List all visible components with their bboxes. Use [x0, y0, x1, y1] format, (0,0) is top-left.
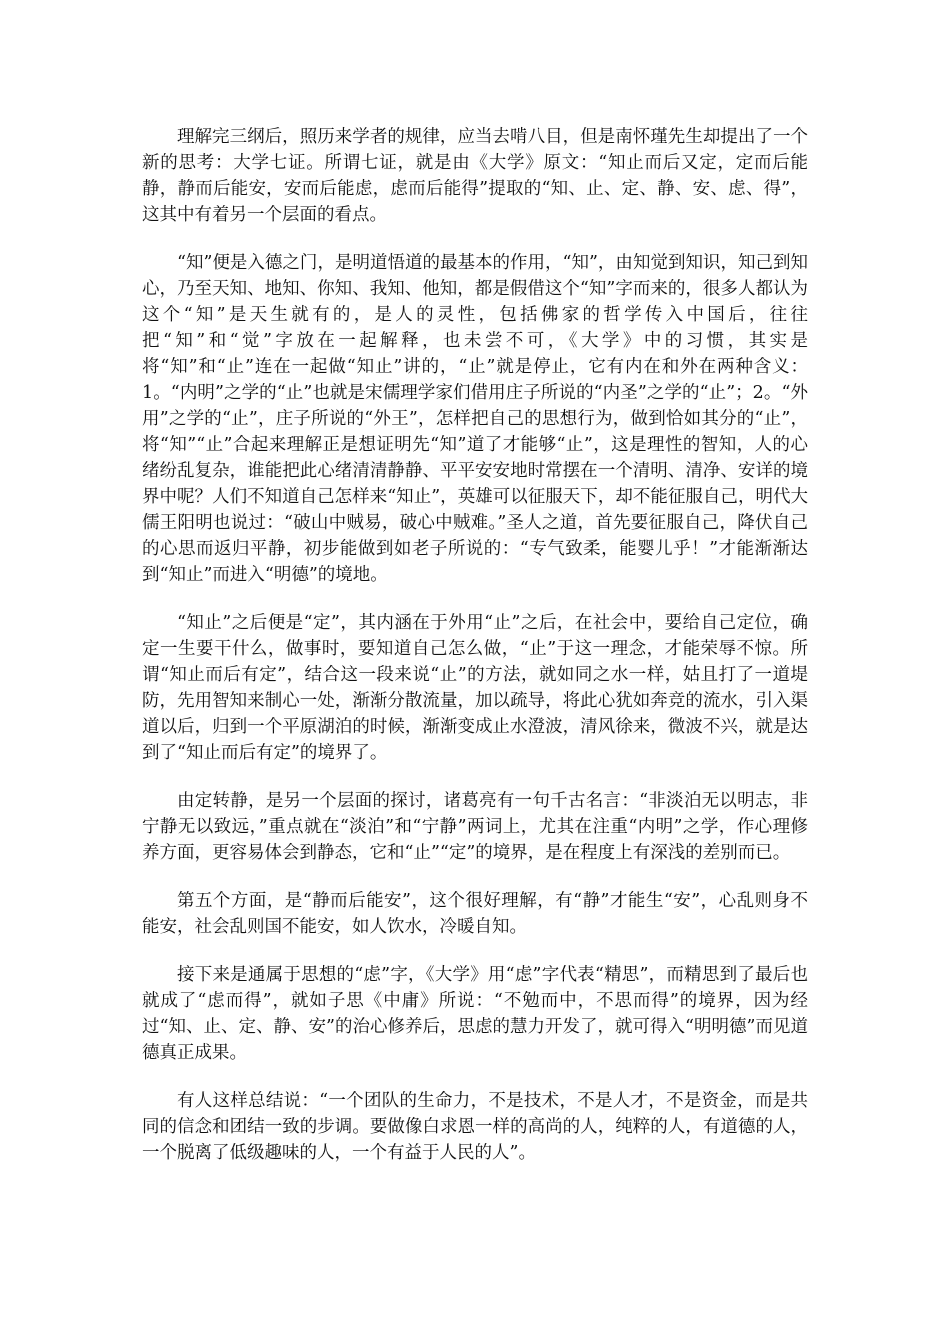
paragraph-summary: 有人这样总结说：“一个团队的生命力，不是技术，不是人才，不是资金，而是共同的信念和团结一致的步调。要做像白求恩一样的高尚的人，纯粹的人，有道德的人，一个脱离了低级趣味的人，一个有益于人民的人”。: [142, 1091, 808, 1163]
paragraph-peace: 第五个方面，是“静而后能安”，这个很好理解，有“静”才能生“安”，心乱则身不能安，社会乱则国不能安，如人饮水，冷暖自知。: [142, 891, 808, 937]
paragraph-settling: “知止”之后便是“定”，其内涵在于外用“止”之后，在社会中，要给自己定位，确定一生要干什么，做事时，要知道自己怎么做，“止”于这一理念，才能荣辱不惊。所谓“知止而后有定”，结合这一段来说“止”的方法，就如同之水一样，姑且打了一道堤防，先用智知来制心一处，渐渐分散流量，加以疏导，将此心犹如奔竞的流水，引入渠道以后，归到一个平原湖泊的时候，渐渐变成止水澄波，清风徐来，微波不兴，就是达到了“知止而后有定”的境界了。: [142, 613, 808, 763]
paragraph-knowing: “知”便是入德之门，是明道悟道的最基本的作用，“知”，由知觉到知识，知己到知心，乃至天知、地知、你知、我知、他知，都是假借这个“知”字而来的，很多人都认为这个“知”是天生就有的，是人的灵性，包括佛家的哲学传入中国后，往往把“知”和“觉”字放在一起解释，也未尝不可，《大学》中的习惯，其实是将“知”和“止”连在一起做“知止”讲的，“止”就是停止，它有内在和外在两种含义：1。“内明”之学的“止”也就是宋儒理学家们借用庄子所说的“内圣”之学的“止”；2。“外用”之学的“止”，庄子所说的“外王”，怎样把自己的思想行为，做到恰如其分的“止”，将“知”“止”合起来理解正是想证明先“知”道了才能够“止”，这是理性的智知，人的心绪纷乱复杂，谁能把此心绪清清静静、平平安安地时常摆在一个清明、清净、安详的境界中呢？人们不知道自己怎样来“知止”，英雄可以征服天下，却不能征服自己，明代大儒王阳明也说过：“破山中贼易，破心中贼难。”圣人之道，首先要征服自己，降伏自己的心思而返归平静，初步能做到如老子所说的：“专气致柔，能婴儿乎！”才能渐渐达到“知止”而进入“明德”的境地。: [142, 253, 808, 585]
paragraph-seven-certifications-intro: 理解完三纲后，照历来学者的规律，应当去啃八目，但是南怀瑾先生却提出了一个新的思考：大学七证。所谓七证，就是由《大学》原文：“知止而后又定，定而后能静，静而后能安，安而后能虑，虑而后能得”提取的“知、止、定、静、安、虑、得”，这其中有着另一个层面的看点。: [142, 127, 808, 225]
paragraph-deliberation: 接下来是通属于思想的“虑”字，《大学》用“虑”字代表“精思”，而精思到了最后也就成了“虑而得”，就如子思《中庸》所说：“不勉而中，不思而得”的境界，因为经过“知、止、定、静、安”的治心修养后，思虑的慧力开发了，就可得入“明明德”而见道德真正成果。: [142, 965, 808, 1063]
paragraph-stillness: 由定转静，是另一个层面的探讨，诸葛亮有一句千古名言：“非淡泊无以明志，非宁静无以致远，”重点就在“淡泊”和“宁静”两词上，尤其在注重“内明”之学，作心理修养方面，更容易体会到静态，它和“止”“定”的境界，是在程度上有深浅的差别而已。: [142, 791, 808, 863]
document-body: [142, 124, 808, 1188]
